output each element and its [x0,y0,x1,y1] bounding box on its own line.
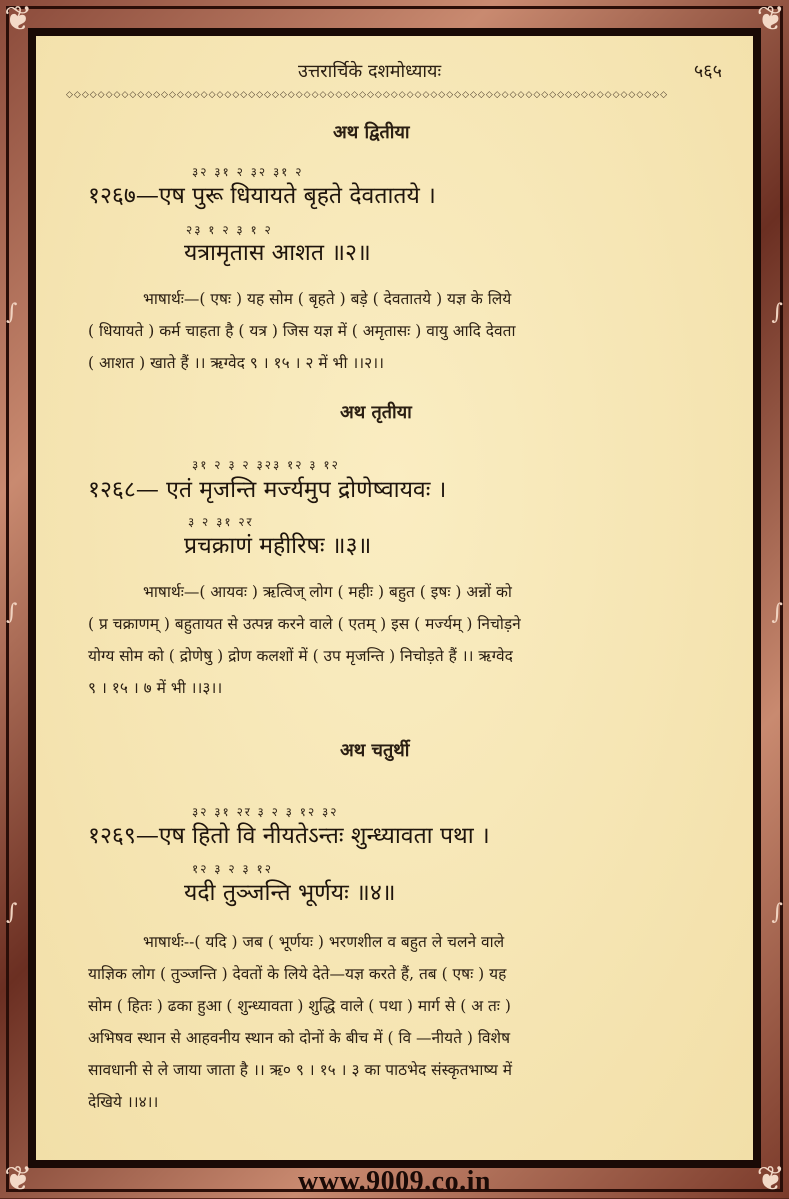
accent-marks: ३२ ३१ २र ३ २ ३ १२ ३२ [192,803,339,820]
side-ornament-icon: ∫ [6,900,17,925]
corner-ornament-icon: ❦ [757,1162,786,1196]
bhashya-paragraph [88,283,712,379]
verse-line: १२६७—एष पुरू धियायते बृहते देवतातये । [88,178,436,210]
bhashya-line: अभिषव स्थान से आहवनीय स्थान को दोनों के बीच में ( वि —नीयते ) विशेष [88,1022,712,1054]
bhashya-line: ९ । १५ । ७ में भी ।।३।। [88,672,712,704]
verse-line: प्रचक्राणं महीरिषः ॥३॥ [184,528,371,560]
bhashya-line: भाषार्थः—( एषः ) यह सोम ( बृहते ) बड़े ( देवतातये ) यज्ञ के लिये [88,283,712,315]
footer-url: www.9009.co.in [0,1166,789,1198]
bhashya-line: भाषार्थः--( यदि ) जब ( भूर्णयः ) भरणशील व बहुत ले चलने वाले [88,926,712,958]
side-ornament-icon: ∫ [772,300,783,325]
side-ornament-icon: ∫ [6,300,17,325]
bhashya-line: याज्ञिक लोग ( तुञ्जन्ति ) देवतों के लिये देते—यज्ञ करते हैं, तब ( एषः ) यह [88,958,712,990]
ornamental-rule: ◇◇◇◇◇◇◇◇◇◇◇◇◇◇◇◇◇◇◇◇◇◇◇◇◇◇◇◇◇◇◇◇◇◇◇◇◇◇◇◇◇◇◇◇◇◇◇◇◇◇◇◇◇◇◇◇◇◇◇◇◇◇◇◇◇◇◇◇◇◇◇◇◇◇◇◇ [66,90,714,100]
bhashya-paragraph [88,576,712,704]
accent-marks: ३२ ३१ २ ३२ ३१ २ [192,163,303,180]
verse-line: १२६९—एष हितो वि नीयतेऽन्तः शुन्ध्यावता पथा । [88,818,490,850]
verse-line: यत्रामृतास आशत ॥२॥ [184,235,371,267]
accent-marks: ३ २ ३१ २र [188,513,254,530]
bhashya-line: योग्य सोम को ( द्रोणेषु ) द्रोण कलशों में ( उप मृजन्ति ) निचोड़ते हैं ।। ऋग्वेद [88,640,712,672]
page-title: उत्तरार्चिके दशमोध्यायः [298,59,441,83]
bhashya-line: सावधानी से ले जाया जाता है ।। ऋ० ९ । १५ । ३ का पाठभेद संस्कृतभाष्य में [88,1054,712,1086]
bhashya-line: ( प्र चक्राणम् ) बहुतायत से उत्पन्न करने वाले ( एतम् ) इस ( मर्ज्यम् ) निचोड़ने [88,608,712,640]
bhashya-line: देखिये ।।४।। [88,1086,712,1118]
bhashya-line: भाषार्थः—( आयवः ) ऋत्विज् लोग ( महीः ) बहुत ( इषः ) अन्नों को [88,576,712,608]
corner-ornament-icon: ❦ [4,1162,33,1196]
section-heading: अथ तृतीया [340,400,412,424]
side-ornament-icon: ∫ [6,600,17,625]
bhashya-paragraph [88,926,712,1118]
corner-ornament-icon: ❦ [4,2,33,36]
accent-marks: १२ ३ २ ३ १२ [192,860,273,877]
accent-marks: ३१ २ ३ २ ३२३ १२ ३ १२ [192,456,340,473]
section-heading: अथ द्वितीया [333,120,410,144]
side-ornament-icon: ∫ [772,900,783,925]
side-ornament-icon: ∫ [772,600,783,625]
page-number: ५६५ [694,59,722,83]
section-heading: अथ चतुर्थी [340,738,409,762]
accent-marks: २३ १ २ ३ १ २ [186,221,273,238]
page-header [62,57,722,87]
verse-line: १२६८— एतं मृजन्ति मर्ज्यमुप द्रोणेष्वायवः । [88,472,446,504]
verse-line: यदी तुञ्जन्ति भूर्णयः ॥४॥ [184,875,396,907]
bhashya-line: ( धियायते ) कर्म चाहता है ( यत्र ) जिस यज्ञ में ( अमृतासः ) वायु आदि देवता [88,315,712,347]
corner-ornament-icon: ❦ [757,2,786,36]
bhashya-line: ( आशत ) खाते हैं ।। ऋग्वेद ९ । १५ । २ में भी ।।२।। [88,347,712,379]
bhashya-line: सोम ( हितः ) ढका हुआ ( शुन्ध्यावता ) शुद्धि वाले ( पथा ) मार्ग से ( अ तः ) [88,990,712,1022]
